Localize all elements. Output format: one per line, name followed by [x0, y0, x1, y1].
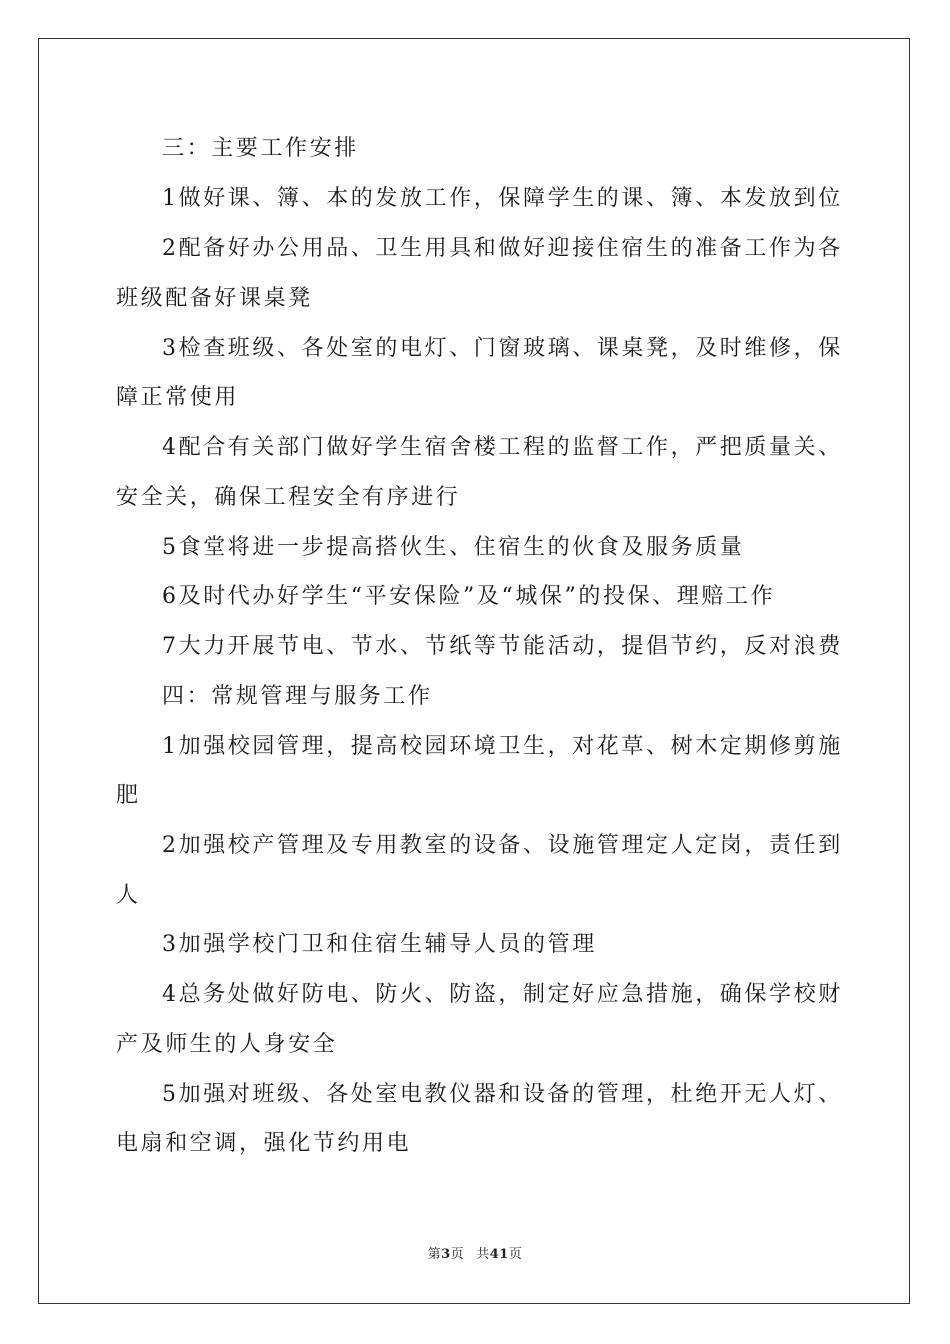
paragraph-line: 4总务处做好防电、防火、防盗，制定好应急措施，确保学校财	[162, 982, 843, 1007]
paragraph-line: 7大力开展节电、节水、节纸等节能活动，提倡节约，反对浪费	[162, 634, 843, 659]
section-heading-4: 四：常规管理与服务工作	[162, 684, 433, 709]
total-prefix: 共	[476, 1247, 490, 1262]
page-number: 3	[441, 1247, 451, 1262]
paragraph-line: 班级配备好课桌凳	[116, 286, 313, 311]
paragraph-line: 1做好课、簿、本的发放工作，保障学生的课、簿、本发放到位	[162, 186, 843, 211]
paragraph-line: 5加强对班级、各处室电教仪器和设备的管理，杜绝开无人灯、	[162, 1082, 843, 1107]
paragraph-line: 电扇和空调，强化节约用电	[116, 1131, 412, 1156]
paragraph-line: 产及师生的人身安全	[116, 1032, 338, 1057]
paragraph-line: 4配合有关部门做好学生宿舍楼工程的监督工作，严把质量关、	[162, 435, 843, 460]
page-border	[38, 38, 910, 1304]
page-prefix: 第	[427, 1247, 442, 1262]
paragraph-line: 1加强校园管理，提高校园环境卫生，对花草、树木定期修剪施	[162, 734, 843, 759]
paragraph-line: 安全关，确保工程安全有序进行	[116, 485, 461, 510]
paragraph-line: 3检查班级、各处室的电灯、门窗玻璃、课桌凳，及时维修，保	[162, 336, 843, 361]
page-footer	[0, 1247, 950, 1263]
paragraph-line: 5食堂将进一步提高搭伙生、住宿生的伙食及服务质量	[162, 535, 745, 560]
section-heading-3: 三：主要工作安排	[162, 136, 359, 161]
paragraph-line: 2配备好办公用品、卫生用具和做好迎接住宿生的准备工作为各	[162, 236, 843, 261]
total-suffix: 页	[508, 1247, 523, 1262]
page-suffix: 页	[450, 1247, 465, 1262]
paragraph-line: 6及时代办好学生“平安保险”及“城保”的投保、理赔工作	[162, 584, 776, 609]
paragraph-line: 人	[116, 883, 141, 908]
paragraph-line: 肥	[116, 783, 141, 808]
paragraph-line: 3加强学校门卫和住宿生辅导人员的管理	[162, 932, 597, 957]
paragraph-line: 2加强校产管理及专用教室的设备、设施管理定人定岗，责任到	[162, 833, 843, 858]
paragraph-line: 障正常使用	[116, 385, 240, 410]
total-pages: 41	[489, 1247, 509, 1262]
